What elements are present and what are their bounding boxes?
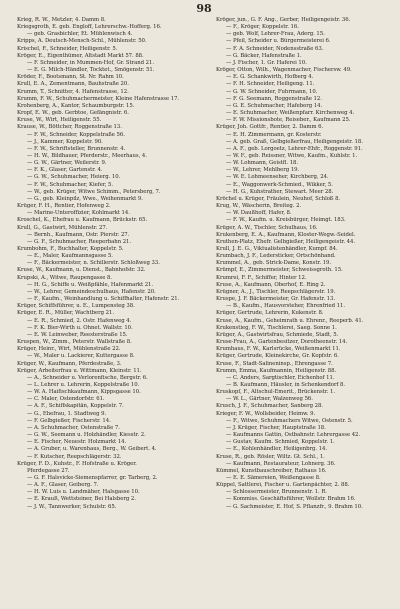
directory-entry: — E. H. Zimmermann, gr. Kosterstr. [226, 131, 322, 138]
directory-entry: — F. W., Schneider, Koppelstraße 56. [27, 131, 125, 138]
directory-entry: — E. R., Schmied, 2. Ostr. Hafenweg 4. [27, 317, 132, 324]
directory-entry: Krummel, A., geb. Strick-Dame, Konstr. 19. [216, 260, 332, 267]
directory-entry: — G., geb. Kleinpilz, Wwe., Weihenmarkt 9. [27, 195, 143, 202]
directory-entry: Kröchel u. Krüger, Fräulein, Neuhof, Schloß 8. [216, 195, 341, 202]
directory-entry: — geb. Grasbichler, Et. Mühlenwisch 4. [27, 31, 133, 38]
directory-entry: — W., Lehrer, Gemeindeschulhaus, Hafenstr. 20. [27, 288, 156, 295]
directory-entry: — F. A. Schneider, Nodensstraße 63. [226, 45, 324, 52]
directory-entry: — E. Krauß, Wettsteiner, Bei Halsberg 2. [27, 496, 136, 503]
directory-entry: Krumbach, J. F., Ledersticker, Ortschönhand. [216, 253, 336, 260]
directory-entry: — Schlossermeister, Brunnenstr. 1. R. [226, 489, 327, 496]
directory-entry: — L. Lehrer u. Lehrerin, Koppelstraße 10. [27, 381, 140, 388]
directory-entry: — B. Kaufmann, Häusler, in Schenkendorf 8. [226, 381, 346, 388]
directory-entry: Kröger, jun., G. F. Ang., Gerber, Heiligengeistr. 36. [216, 17, 351, 23]
directory-entry: Krüger, Heinr., Wirt, Mühlenstraße 22. [17, 346, 121, 353]
columns-container [17, 17, 391, 511]
directory-entry: — A. Gruber, u. Warenhaus, Berg., W. Geibert. 4. [27, 446, 157, 453]
directory-entry: Krüger, F. H., Rentier, Hofenweg 2. [17, 203, 111, 210]
directory-entry: — G. W. Schneider, Fuhrmann, 10. [226, 88, 318, 95]
directory-entry: Pferdegasse 27. [27, 467, 70, 474]
directory-entry: Krumrei, F. F., Schiffer, Hinter 12. [216, 274, 307, 281]
directory-entry: — A. F., geb. Lorgoetz, Lehrer-Ehfr., Roggenstr. 91. [226, 145, 363, 152]
directory-entry: — Kaufmanns Gattin, Ostbahnstr. Lehrergasse 42. [226, 432, 361, 439]
directory-entry: — E., Kohlenhändler, Heiligenbrg. 14. [226, 446, 328, 453]
directory-entry: — A., Schneider u. Verlorenfische, Bergstr. 6. [27, 374, 148, 381]
directory-entry: Krieger, F. W., Wollsbeider, Heimw. 9. [216, 410, 316, 417]
directory-entry: — B., Kaufm., Hausvorsteher, Ehrenfried 11. [226, 303, 346, 310]
directory-entry: Kruse, A., Kaufm., Geheimrath u. Ehrenr., Reeperb. 41. [216, 317, 364, 324]
directory-entry: — E. E. Sämereien, Weißengasse 8. [226, 475, 321, 481]
directory-entry: — G. F. Halsvicke-Siemenspfarrer, gr. Tarberg, 2. [27, 475, 158, 481]
directory-entry: Krügner, A., J., Tischler, Reepschlägerstr. 19. [216, 288, 336, 295]
directory-entry: Kröger, Otton, Wilh., Wagenmacher, Fischersw. 49. [216, 67, 352, 74]
directory-entry: — W. A. Haifischkaufmann, Kippsgasse 10. [27, 389, 141, 396]
directory-entry: Kruse, R., geb. Rösler, Wiltz. Gt. Schl., 1. [216, 453, 325, 460]
directory-entry: — A. F., Schiffskapitän, Koppelstr. 7. [27, 403, 124, 410]
directory-entry: — J. Krüger, Fischer, Hauptstraße 18. [226, 424, 326, 431]
directory-entry: Krüger, E. R., Müller, Wachtberg 21. [17, 310, 114, 317]
directory-entry: — E. W. Leinweber, Reesterstraße 15. [27, 331, 128, 338]
directory-entry: Krüger, F. D., Kuhstr., F. Hofstraße u. Kröger. [17, 460, 137, 467]
directory-entry: Kruse, F., Stadt-Salineninsp., Ehrengasse 7. [216, 360, 333, 367]
directory-entry: — G. W., Schuhmacher, Heierg. 10. [27, 174, 121, 181]
directory-entry: — Kommiss. Geschäftsführer, Wollstr. Brahm 16. [226, 496, 356, 503]
directory-entry: Krupski, A., Witwe, Raupengasse 8. [17, 274, 112, 281]
directory-entry: — G. E. Schuhmacher, Hafeberg 14. [226, 102, 323, 109]
directory-entry: — F. K. Bier-Wirth u. Ohnet. Wallstr. 10. [27, 324, 133, 331]
directory-entry: Krümpf, E., Zimmermeister, Schweissgroth. 15. [216, 267, 343, 274]
directory-entry: Krusch, J. F., Schuhmacher, Sanberg 28. [216, 403, 323, 410]
directory-entry: Krause, W., Böttcher, Roggenstraße 13. [17, 124, 122, 131]
directory-entry: Kruthen-Platz, Ehefr. Gelbgießer, Heiligengeistr. 44. [216, 238, 356, 245]
directory-entry: — F. W., Schuhmacher, Kiefer, 5. [27, 181, 114, 188]
directory-entry: — E., Maler, Kaufmannsgasse 5. [27, 253, 113, 260]
directory-entry: — A. F., Glaser, Geiberg. 7. [27, 482, 99, 489]
directory-entry: Krüger, Gertrude, Lehrerin, Kukenstr. 8. [216, 310, 324, 317]
directory-entry: — J., Kammer, Koppelstr. 90. [27, 138, 103, 145]
directory-entry: Krischel, F., Schneider, Heiligenstr. 5. [17, 45, 118, 52]
directory-entry: — H. G., Schiffe u. Weißpfähle, Hafenmarkt 21. [27, 281, 154, 288]
directory-entry: — H. G., Kuhstrather, Stewart. Meer 28. [226, 188, 334, 195]
directory-entry: — F., Kröger, Koppelstr. 16. [226, 24, 299, 31]
directory-entry: — Bernh., Kaufmann, Ostr. Pierstr. 27. [27, 231, 130, 238]
directory-entry: — J. W., Tannwerker, Schulstr. 65. [27, 503, 117, 510]
directory-entry: — F. Gelbgießer, Fischerstr. 14. [27, 417, 111, 424]
directory-entry: Krüger, Schiffsführer, u. E., Lumpensteg 38. [17, 303, 135, 310]
directory-entry: Kröger, E., Eigenthümer, Altstadt Markt 57. 88. [17, 52, 144, 59]
directory-entry: — W. F., geb. Reissner, Witwe, Kaufm., Kuhlstr. 1. [226, 152, 358, 159]
directory-entry: Kripps, A. Deutsch-Mensch-Schl., Mühlenstr. 50. [17, 38, 147, 45]
directory-entry: — W., Maler u. Lackierer, Kuttergasse 8. [27, 353, 135, 360]
directory-entry: — W. L., Gärtner, Walzenweg 56. [226, 396, 313, 403]
directory-entry: — F. H. Schneider, Heiligeng. 11. [226, 81, 315, 88]
directory-entry: Krumm, T., Schnitter, 4. Hafenstrasse, 12. [17, 88, 129, 95]
directory-entry: — G. Sachmeister, E. Hof, S. Pflanzfr., 9. Brahm 10. [226, 503, 363, 510]
right-column [216, 17, 399, 511]
directory-entry: Krumm, F. W., Schuhmachermeister, Kleine Hafenstrasse 17. [17, 95, 180, 102]
directory-entry: Krüger, Arbeiterfrau u. Wittmann, Kleinstr. 11. [17, 367, 142, 374]
directory-entry: — H. W. Luis u. Landmäher, Halsgasse 10. [27, 489, 140, 496]
directory-entry: — E. G. Milch-Händler, Tocktet., Smögenstr. 51. [27, 67, 155, 74]
directory-entry: — W., geb. Krüger, Witwe Schimm., Petersberg, 7. [27, 188, 161, 195]
directory-entry: Krukenberg, E. A., Kaufmann, Kloster-Wegw.-Seidel. [216, 231, 356, 238]
directory-entry: Kümmel, Kunstbauschreiber, Rathaus 16. [216, 467, 327, 474]
directory-entry: — H. W., Bildhauer, Pferderstr., Meerhaus, 4. [27, 152, 147, 159]
directory-entry: — F. W. Missionsbote, Reiseber., Kaufmann 25. [226, 117, 351, 124]
directory-entry: — Marine-Unteroffizier, Kohlmarkt 14. [27, 210, 130, 217]
directory-entry: — W. Lohmann, Geistfl. 18. [226, 160, 299, 167]
directory-entry: Krumhaus, F. W., Karlsrücke, Weißenmarkt 11. [216, 346, 341, 353]
directory-entry: — C. Maler, Ostendorfstr. 61. [27, 396, 105, 403]
directory-entry: Krüger, W., Kaufmann, Pferdestraße, 3. [17, 360, 122, 367]
directory-entry: Krumm, Emma, Kaufmannin, Heiligenstr. 88. [216, 367, 337, 374]
page-number: 98 [196, 2, 212, 15]
directory-entry: Kroschel, K., Ehefrau u. Kaufmann, Brückstr. 65. [17, 217, 148, 224]
directory-entry: Kruskopf, F., Altschul-Emerit., Brückenstr. 1. [216, 389, 336, 396]
directory-entry: Kruse, A., Kaufmann, Oberhof, E. Ring 2. [216, 281, 326, 288]
directory-entry: Kropf, E. W., geb. Gerbtoe, Gefängnistr. 6. [17, 110, 129, 117]
directory-entry: — F. W., Schriftsteller, Brunnenstr. 4. [27, 145, 126, 152]
directory-entry: Kruse-Frau, A., Gartenbesitzer, Dorotheenstr. 14. [216, 339, 348, 346]
directory-entry: — J. Fischer, 1. Gr. Haferei 10. [226, 59, 307, 66]
directory-entry: — F. K., Glaser, Gartenstr. 4. [27, 167, 103, 174]
directory-entry: — G. Bäcker, Hafenstraße 1. [226, 52, 302, 59]
directory-entry: Krieg, R. W., Metzler, 4. Damm 8. [17, 17, 106, 23]
directory-entry: — W. E. Lohmeenseher, Kirchberg, 24. [226, 174, 329, 181]
directory-entry: — G. W., Seemann u. Holzhändler, Kiesstr. 2. [27, 432, 146, 439]
directory-entry: — Pfeil, Scheider u. Bürgermeisterei 6. [226, 38, 331, 45]
directory-entry: Krüger, Joh. Gottfr., Rentier, 2. Damm 6. [216, 124, 324, 131]
directory-entry: Kriegsgroth, E. geb. Engloff, Lehrerschw.-Hofferg. 16. [17, 24, 162, 31]
directory-entry: — G., Ehefrau, 1. Stadtweg 9. [27, 410, 107, 417]
directory-entry: — E., Waggonwerk-Schmied., Wikker, 5. [226, 181, 333, 188]
directory-entry: — G. W., Gärtner, Weilerstr. 9. [27, 160, 107, 167]
directory-entry: — F., Witwe, Schuhmachers Witwe, Ostenstr. 5. [226, 417, 353, 424]
directory-entry: — Gustav, Kaufm. Schmied, Koppelstr. 1. [226, 439, 335, 446]
directory-entry: Krüger, A. W., Tischler, Schulhaus, 16. [216, 224, 318, 231]
directory-entry: — F. W., Kaufm. u. Kreisbürger, Heimgt. 183. [226, 217, 346, 224]
directory-entry: — F., Kaufm., Weinhandlung u. Schiffhalter, Hafenstr. 21. [27, 296, 180, 303]
directory-entry: — E. Fischer, Neuestr. Holzmarkt 14. [27, 439, 127, 446]
directory-entry: — G. F., Schuhmacher, Reeperbahn 21. [27, 238, 132, 245]
directory-entry: Kruse, W., Wirt, Heiligenstr. 55. [17, 117, 102, 124]
left-column [17, 17, 200, 511]
directory-entry: Küppel, Sattlerei, Fischer u. Gartenpächter, 2. 88. [216, 482, 350, 489]
directory-entry: Kröder, F., Bootsmann, St. Nr. Rahm 10. [17, 74, 124, 81]
directory-entry: Kruse, W., Kaufmann, u. Dienst., Bahnhofstr. 32. [17, 267, 146, 274]
directory-entry: Krull, G., Gastwirt, Mühlenstr. 27. [17, 224, 108, 231]
directory-entry: — E. Schuhmacher, Weißenpfarr. Kirchenweg 4. [226, 110, 355, 117]
directory-entry: — W. Daußhoff, Hafer, 8. [226, 210, 292, 217]
directory-entry: — A. Schuhmacher, Ostenstraße 7. [27, 424, 120, 431]
directory-entry: Krüger, A., Gastwirtsfrau, Schmiede, Stadt, 5. [216, 331, 339, 338]
directory-entry: Krohenberg, A., Kantor, Schaumburgstr. 15. [17, 102, 135, 109]
directory-entry: Krukenstieg, F. W., Tischlerei, Saeg. Sonne 1. [216, 324, 337, 331]
directory-entry: Krull, E. A., Zementmann, Bauhstraße 20. [17, 81, 129, 88]
directory-entry: — E. G. Schankwirth, Hofberg 4. [226, 74, 314, 81]
directory-entry: Kruspen, W., Zimm., Peterstr. Wallstraße 8. [17, 339, 132, 346]
directory-entry: — W., Lehrer, Mehlberg 19. [226, 167, 300, 174]
directory-entry: Krug, W., Wäscherin, Breiteg. 2. [216, 203, 302, 210]
directory-entry: — geb. Wolf, Lehrer-Frau, Aderg. 15. [226, 31, 325, 38]
directory-entry: — F. Schneider, in Mummen-Hof, Gr. Strand 21. [27, 59, 155, 66]
directory-entry: Krull, J. E. G., Viktualistenhändler, Kumpf. 84. [216, 246, 338, 252]
directory-entry: — A. geb. Graß, Gelbgießerfrau, Heiligengeistr. 18. [226, 138, 363, 145]
directory-entry: — Kaufmann, Restaurateur, Lohnerg. 36. [226, 460, 336, 467]
directory-entry: Krumbohm, F., Buchhalter, Koppelstr. 5. [17, 246, 124, 252]
directory-entry: — F., Bäckermeister, n. Schillerstr. Schloßweg 33. [27, 260, 160, 267]
directory-entry: — F. Kutscher, Reepschlägerstr. 32. [27, 453, 122, 460]
directory-entry: — C. Anders, Sargtischler, Eichenhof 11. [226, 374, 335, 381]
directory-entry: Krüger, Gertrude, Kleinekirche, Gr. Kopfstr. 6. [216, 353, 339, 360]
directory-entry: Kruspe, J. F. Bäckermeister, Gr. Hafenstr. 13. [216, 296, 336, 303]
directory-entry: — F. G. Seemann, Roggenstraße 12. [226, 95, 322, 102]
